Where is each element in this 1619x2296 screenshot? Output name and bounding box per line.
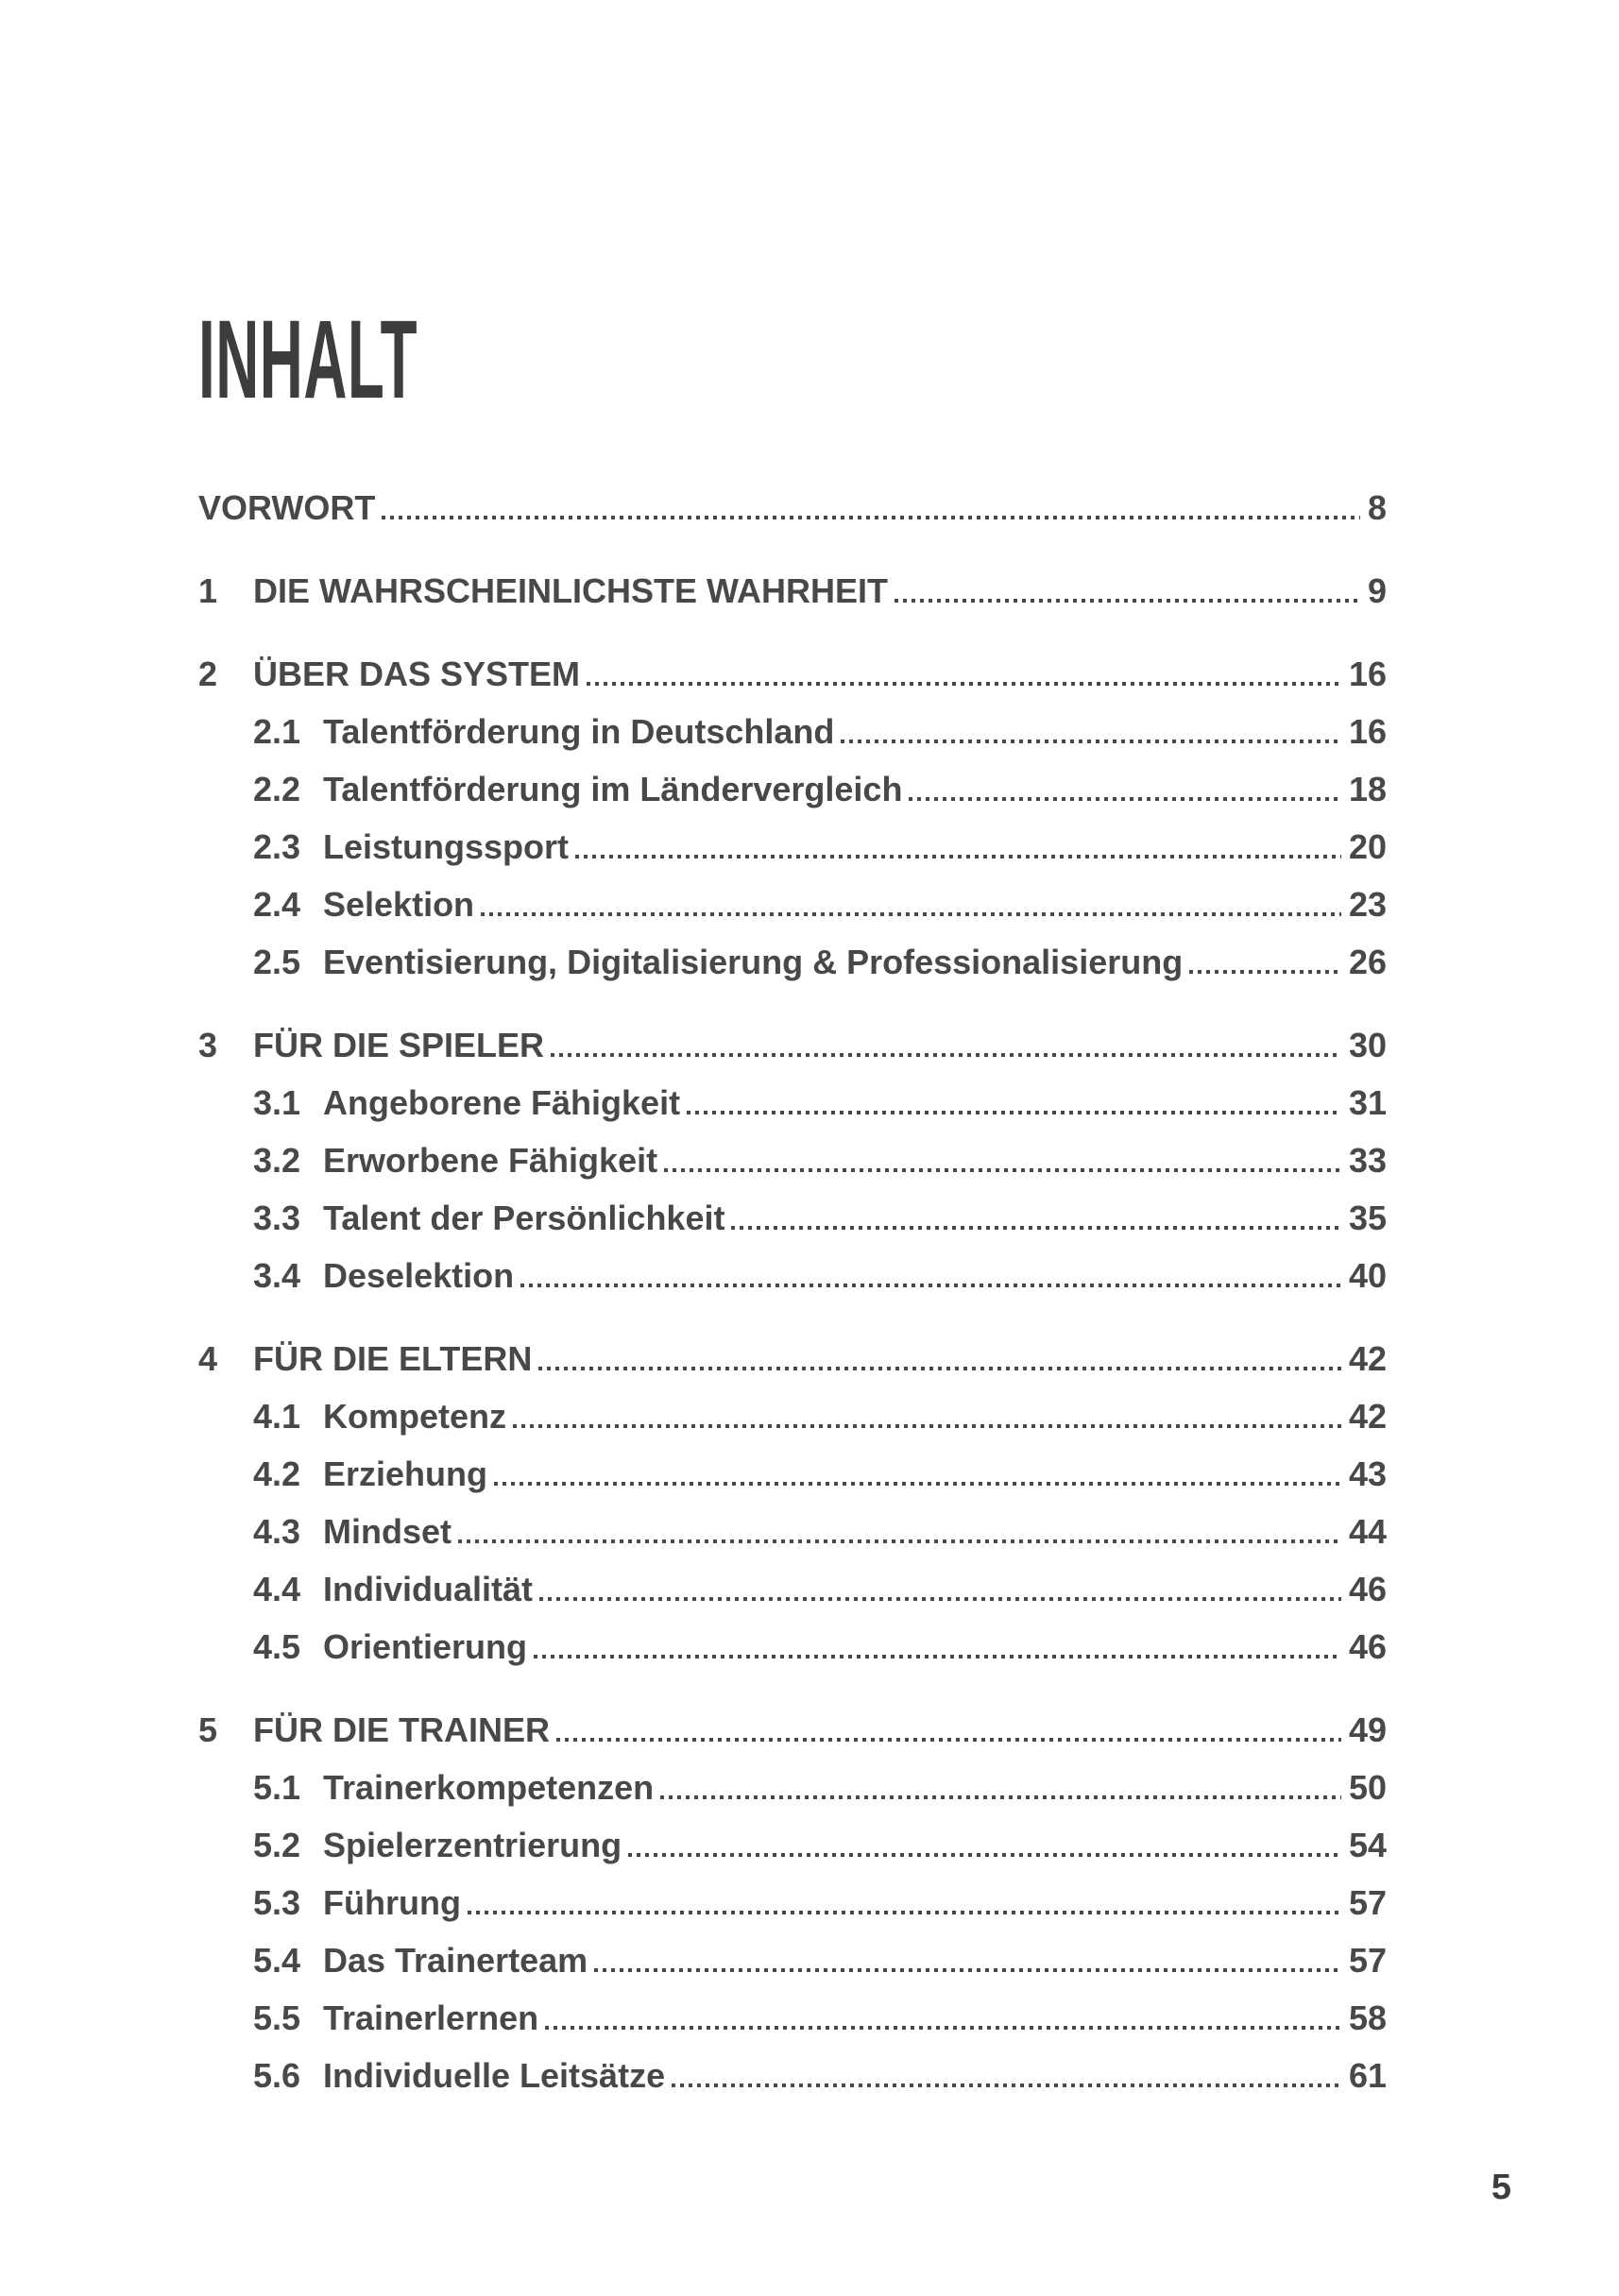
toc-label: Orientierung — [323, 1627, 528, 1666]
toc-page: 16 — [1348, 712, 1387, 751]
dot-leader — [575, 855, 1341, 859]
toc-number: 2 — [198, 655, 218, 693]
toc-label: ÜBER DAS SYSTEM — [253, 655, 581, 693]
toc-entry — [198, 1701, 1387, 1759]
toc-entry — [198, 1759, 1387, 1816]
toc-entry — [198, 760, 1387, 818]
toc-page: 46 — [1348, 1570, 1387, 1608]
dot-leader — [551, 1053, 1341, 1058]
toc-list — [198, 479, 1387, 2104]
toc-entry — [198, 1074, 1387, 1131]
toc-page: 49 — [1348, 1710, 1387, 1749]
toc-label: FÜR DIE ELTERN — [253, 1339, 533, 1378]
toc-page: 61 — [1348, 2056, 1387, 2095]
dot-leader — [458, 1539, 1341, 1544]
toc-number: 2.3 — [253, 827, 301, 866]
dot-leader — [841, 740, 1341, 744]
toc-page: 31 — [1348, 1083, 1387, 1122]
toc-number: 5.5 — [253, 1998, 301, 2037]
toc-label: Eventisierung, Digitalisierung & Professionalisierung — [323, 943, 1184, 981]
toc-page: 58 — [1348, 1998, 1387, 2037]
toc-entry — [198, 1618, 1387, 1675]
toc-number: 3.2 — [253, 1141, 301, 1180]
toc-label: Trainerlernen — [323, 1998, 539, 2037]
toc-entry — [198, 1131, 1387, 1189]
toc-entry — [198, 1931, 1387, 1989]
dot-leader — [534, 1655, 1341, 1659]
dot-leader — [660, 1795, 1341, 1800]
toc-label: Leistungssport — [323, 827, 570, 866]
toc-label: Selektion — [323, 885, 475, 924]
dot-leader — [594, 1968, 1341, 1973]
toc-page: 57 — [1348, 1941, 1387, 1980]
toc-number: 5 — [198, 1710, 218, 1749]
toc-entry — [198, 1445, 1387, 1503]
dot-leader — [628, 1853, 1341, 1858]
dot-leader — [513, 1424, 1341, 1429]
dot-leader — [672, 2083, 1341, 2088]
toc-label: Talent der Persönlichkeit — [323, 1199, 725, 1237]
toc-number: 2.4 — [253, 885, 301, 924]
toc-page: 9 — [1367, 571, 1387, 610]
toc-entry — [198, 645, 1387, 703]
toc-page: 30 — [1348, 1026, 1387, 1064]
toc-number: 4.2 — [253, 1454, 301, 1493]
toc-page: 43 — [1348, 1454, 1387, 1493]
toc-entry — [198, 1560, 1387, 1618]
toc-label: Spielerzentrierung — [323, 1826, 622, 1864]
dot-leader — [520, 1284, 1341, 1288]
toc-entry — [198, 1016, 1387, 1074]
dot-leader — [687, 1111, 1341, 1115]
toc-number: 5.2 — [253, 1826, 301, 1864]
toc-number: 4.3 — [253, 1512, 301, 1551]
toc-entry — [198, 2047, 1387, 2104]
toc-number: 5.6 — [253, 2056, 301, 2095]
dot-leader — [731, 1226, 1340, 1231]
toc-page: 23 — [1348, 885, 1387, 924]
toc-label: Führung — [323, 1883, 461, 1922]
toc-page: 26 — [1348, 943, 1387, 981]
toc-label: Deselektion — [323, 1256, 515, 1295]
dot-leader — [556, 1738, 1341, 1743]
toc-entry — [198, 1989, 1387, 2047]
toc-label: VORWORT — [198, 488, 376, 527]
toc-number: 3 — [198, 1026, 218, 1064]
toc-label: Trainerkompetenzen — [323, 1768, 655, 1807]
toc-entry — [198, 562, 1387, 620]
toc-page: 40 — [1348, 1256, 1387, 1295]
toc-label: Individualität — [323, 1570, 534, 1608]
toc-entry — [198, 1874, 1387, 1931]
toc-entry — [198, 1816, 1387, 1874]
toc-page: 42 — [1348, 1397, 1387, 1436]
toc-page: 54 — [1348, 1826, 1387, 1864]
dot-leader — [538, 1367, 1341, 1371]
toc-number: 5.1 — [253, 1768, 301, 1807]
toc-label: FÜR DIE TRAINER — [253, 1710, 550, 1749]
toc-page: 44 — [1348, 1512, 1387, 1551]
toc-page: 33 — [1348, 1141, 1387, 1180]
toc-entry — [198, 876, 1387, 933]
toc-page: 50 — [1348, 1768, 1387, 1807]
toc-entry — [198, 703, 1387, 760]
dot-leader — [545, 2026, 1341, 2031]
dot-leader — [382, 516, 1360, 520]
toc-number: 2.2 — [253, 770, 301, 808]
toc-label: Angeborene Fähigkeit — [323, 1083, 681, 1122]
toc-entry — [198, 1247, 1387, 1304]
toc-entry — [198, 1503, 1387, 1560]
toc-page: 35 — [1348, 1199, 1387, 1237]
toc-entry — [198, 933, 1387, 991]
dot-leader — [539, 1597, 1341, 1602]
dot-leader — [1189, 970, 1341, 975]
toc-label: Mindset — [323, 1512, 452, 1551]
toc-entry — [198, 1189, 1387, 1247]
toc-page: 18 — [1348, 770, 1387, 808]
toc-label: Erworbene Fähigkeit — [323, 1141, 658, 1180]
page-title: INHALT — [198, 298, 418, 422]
page-number-folio: 5 — [1491, 2168, 1511, 2207]
dot-leader — [494, 1482, 1341, 1487]
dot-leader — [895, 599, 1360, 604]
toc-label: Erziehung — [323, 1454, 488, 1493]
toc-label: Talentförderung in Deutschland — [323, 712, 835, 751]
toc-number: 4.1 — [253, 1397, 301, 1436]
toc-label: Das Trainerteam — [323, 1941, 588, 1980]
toc-number: 3.3 — [253, 1199, 301, 1237]
toc-number: 2.5 — [253, 943, 301, 981]
toc-page: 46 — [1348, 1627, 1387, 1666]
toc-number: 5.3 — [253, 1883, 301, 1922]
dot-leader — [481, 912, 1341, 917]
toc-number: 3.1 — [253, 1083, 301, 1122]
toc-label: DIE WAHRSCHEINLICHSTE WAHRHEIT — [253, 571, 889, 610]
toc-label: FÜR DIE SPIELER — [253, 1026, 545, 1064]
toc-page: 42 — [1348, 1339, 1387, 1378]
toc-label: Individuelle Leitsätze — [323, 2056, 666, 2095]
toc-label: Kompetenz — [323, 1397, 507, 1436]
toc-page: 8 — [1367, 488, 1387, 527]
toc-page: 16 — [1348, 655, 1387, 693]
toc-entry — [198, 818, 1387, 876]
dot-leader — [664, 1168, 1341, 1173]
toc-number: 4.5 — [253, 1627, 301, 1666]
toc-page: 57 — [1348, 1883, 1387, 1922]
dot-leader — [468, 1911, 1341, 1915]
toc-label: Talentförderung im Ländervergleich — [323, 770, 903, 808]
toc-number: 4.4 — [253, 1570, 301, 1608]
toc-entry — [198, 1387, 1387, 1445]
toc-number: 5.4 — [253, 1941, 301, 1980]
toc-number: 3.4 — [253, 1256, 301, 1295]
dot-leader — [587, 682, 1341, 687]
toc-entry — [198, 479, 1387, 536]
dot-leader — [909, 797, 1341, 802]
toc-number: 1 — [198, 571, 218, 610]
toc-number: 4 — [198, 1339, 218, 1378]
toc-number: 2.1 — [253, 712, 301, 751]
toc-entry — [198, 1330, 1387, 1387]
toc-page: 20 — [1348, 827, 1387, 866]
